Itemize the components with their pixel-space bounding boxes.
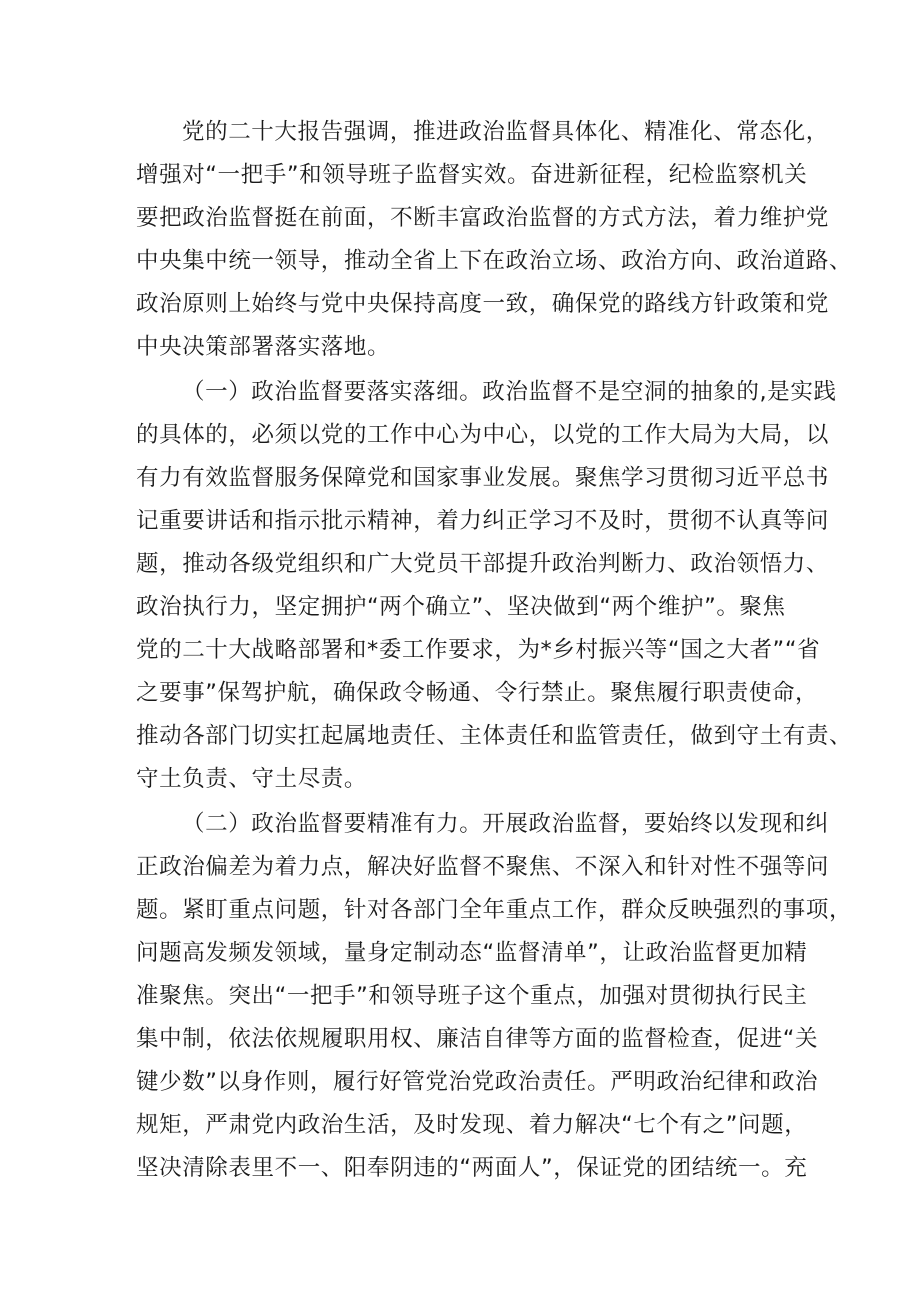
section-1-line-8: 之要事”保驾护航，确保政令畅通、令行禁止。聚焦履行职责使命， — [136, 680, 819, 706]
section-1-line-4: 记重要讲话和指示批示精神，着力纠正学习不及时，贯彻不认真等问 — [136, 508, 830, 534]
intro-line-1: 党的二十大报告强调，推进政治监督具体化、精准化、常态化， — [182, 119, 829, 145]
section-2-line-7: 键少数”以身作则，履行好管党治党政治责任。严明政治纪律和政治 — [136, 1069, 819, 1095]
section-1-line-9: 推动各部门切实扛起属地责任、主体责任和监管责任，做到守土有责、 — [136, 723, 853, 749]
section-1-line-5: 题，推动各级党组织和广大党员干部提升政治判断力、政治领悟力、 — [136, 551, 830, 577]
intro-line-4: 中央集中统一领导，推动全省上下在政治立场、政治方向、政治道路、 — [136, 248, 853, 274]
section-1-line-3: 有力有效监督服务保障党和国家事业发展。聚焦学习贯彻习近平总书 — [136, 465, 830, 491]
section-1-line-1: （一）政治监督要落实落细。政治监督不是空洞的抽象的,是实践 — [182, 379, 837, 405]
intro-line-2: 增强对“一把手”和领导班子监督实效。奋进新征程，纪检监察机关 — [136, 162, 808, 188]
section-2-line-4: 问题高发频发领域，量身定制动态“监督清单”，让政治监督更加精 — [136, 940, 808, 966]
section-2-line-5: 准聚焦。突出“一把手”和领导班子这个重点，加强对贯彻执行民主 — [136, 983, 808, 1009]
intro-line-3: 要把政治监督挺在前面，不断丰富政治监督的方式方法，着力维护党 — [136, 205, 830, 231]
section-2-line-8: 规矩，严肃党内政治生活，及时发现、着力解决“七个有之”问题， — [136, 1112, 808, 1138]
section-2-line-1: （二）政治监督要精准有力。开展政治监督，要始终以发现和纠 — [182, 811, 829, 837]
intro-line-5: 政治原则上始终与党中央保持高度一致，确保党的路线方针政策和党 — [136, 291, 830, 317]
section-2-line-9: 坚决清除表里不一、阳奉阴违的“两面人”，保证党的团结统一。充 — [136, 1155, 808, 1181]
section-1-line-7: 党的二十大战略部署和*委工作要求，为*乡村振兴等“国之大者”“省 — [136, 637, 821, 663]
section-1-line-10: 守土负责、守土尽责。 — [136, 766, 368, 792]
section-2-line-3: 题。紧盯重点问题，针对各部门全年重点工作，群众反映强烈的事项， — [136, 897, 853, 923]
section-2-line-2: 正政治偏差为着力点，解决好监督不聚焦、不深入和针对性不强等问 — [136, 854, 830, 880]
intro-line-6: 中央决策部署落实落地。 — [136, 334, 391, 360]
section-1-line-2: 的具体的，必须以党的工作中心为中心，以党的工作大局为大局，以 — [136, 422, 830, 448]
section-2-line-6: 集中制，依法依规履职用权、廉洁自律等方面的监督检查，促进“关 — [136, 1026, 819, 1052]
section-1-line-6: 政治执行力，坚定拥护“两个确立”、坚决做到“两个维护”。聚焦 — [136, 594, 786, 620]
